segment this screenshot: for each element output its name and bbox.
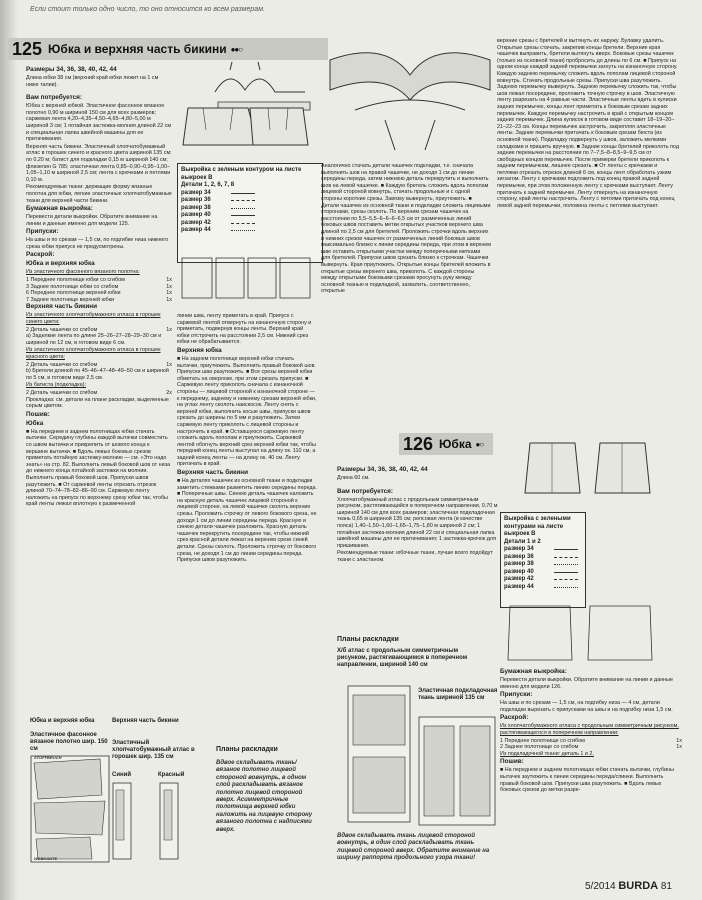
layout-fabric-bikini: Эластичный хлопчатобумажный атлас в горошек шир. 135 см xyxy=(112,740,195,760)
model-125-number: 125 xyxy=(12,38,43,59)
sewing-text-1: ■ На переднем и заднем полотнищах юбки стачать вытачки. Середину глубины каждой вытачки совместить со швом вытачки и прикрепить от шового конца к вершине вытачки. ■ Вдоль левых боковых срезов приметать потайную застежку-молнию — см. «Это надо знать» на стр. 82. Выполнить левый боковой шов от низа до нижнего конца потайной застежки на молнии. Выполнить правый боковой шов. Припуски швов разутюжить. ■ От саржевой ленты отрезать отрезок длиной 70–74–78–82–86–90 см. Саржевую ленту наложить на припуск по верхнему срезу юбки так, чтобы край ленты лежал вплотную к размеченной xyxy=(26,428,171,508)
need-heading-126: Вам потребуется: xyxy=(337,487,394,495)
twisted-cup-illustration xyxy=(325,20,495,160)
model-126-column-2 xyxy=(500,668,682,868)
size-legend-row: размер 36 xyxy=(504,554,582,562)
difficulty-dots-icon: ●●○ xyxy=(230,44,243,54)
model-125-title-bar xyxy=(8,38,328,60)
skirt-126-sketch xyxy=(500,438,680,498)
size-legend-row: размер 44 xyxy=(181,227,319,235)
model-125-column-1 xyxy=(26,66,172,716)
layout-note-126: Вдвое складывать ткань лицевой стороной вовнутрь, в один слой раскладывать ткань лицевой стороной вверх. Обратите внимание на ширину раппорта продольного узора ткани! xyxy=(337,833,490,862)
model-125-length: Длина юбки 38 см (верхний край юбки лежит на 1 см ниже талии). xyxy=(26,75,159,88)
cut-item: 2 Деталь чашечки со сгибом 1x xyxy=(26,326,172,333)
need-skirt-text: Юбка с верхней юбкой. Эластичное фасонное вязаное полотно 0,90 м шириной 150 см для всех размеров; саржевая лента 4,20–4,35–4,50–4,65–4,80–5,00 м шириной 3 см; 1 потайная застежка-молния длиной 22 см и специальная лапка швейной машины для ее притачивания. xyxy=(26,103,172,143)
page-footer xyxy=(585,880,672,892)
pattern-box-126 xyxy=(500,512,586,608)
skirt-sketch xyxy=(178,100,318,160)
pattern-box-title: Выкройка с зеленым контуром на листе выкроек В xyxy=(181,167,302,181)
model-125-column-2 xyxy=(177,313,317,711)
size-legend-row: размер 38 xyxy=(504,561,582,569)
size-legend-row: размер 44 xyxy=(504,584,582,592)
model-125-sizes: Размеры 34, 36, 38, 40, 42, 44 xyxy=(26,66,117,73)
lining-fabric: Из батиста (подкладка): xyxy=(26,382,86,389)
bikini-blue-fabric: Из эластичного хлопчатобумажного атласа в горошек синего цвета: xyxy=(26,312,161,326)
allowance-text-126: На швы и по срезам — 1,5 см, на подгибку низа — 4 см, детали подкладки вырезать с припусками на швы и на подгибку низа 1,5 см. xyxy=(500,700,673,713)
fabric-rec-126: Рекомендуемые ткани: юбочные ткани, лучше всего подойдут ткани с эластаном. xyxy=(337,550,493,563)
bikini-layout-plan xyxy=(112,782,212,862)
size-legend-row: размер 42 xyxy=(504,576,582,584)
cutting-heading: Раскрой: xyxy=(26,251,55,259)
size-note: Если стоит только одно число, то оно относится ко всем размерам. xyxy=(30,6,265,13)
model-126-sizes: Размеры 34, 36, 38, 40, 42, 44 xyxy=(337,466,428,473)
size-legend-row: размер 40 xyxy=(181,212,319,220)
bikini-sewing-heading: Верхняя часть бикини xyxy=(177,469,249,477)
size-legend-row: размер 36 xyxy=(181,197,319,205)
lining-126-layout-plan xyxy=(418,716,496,828)
cut-item: b) Бретели длиной по 45–46–47–48–49–50 см и шириной по 5 см, в готовом виде 2,5 см. xyxy=(26,368,169,381)
layout-lining-126: Эластичная подкладочная ткань шириной 135 см xyxy=(418,688,498,701)
cut-item: a) Заделкие лента по длине 25–26–27–28–29–30 см и шириной по 12 см, в готовом виде 6 см. xyxy=(26,333,162,346)
cut-item: 7 Заднее полотнище верхней юбки 1x xyxy=(26,296,172,303)
allowance-heading-126: Припуски: xyxy=(500,691,533,699)
pattern-box-parts: Детали 1 и 2 xyxy=(504,538,541,545)
cutting-intro-126: Из хлопчатобумажного атласа с продольным симметричным рисунком, растягивающегося в поперечном направлении: xyxy=(500,723,679,736)
sewing-text-2c: ■ На деталях чашечек из основной ткани и подкладки заметить стежками разметить линию середины переда. ■ Поперечные швы. Синюю деталь чашечек наложить на красную деталь чашечек лицевой стороной к лицевой стороне, на левой чашечке сколоть верхние срезы. Проложить строчку от левого бокового среза, не доходя 1 см до линии середины переда. Красную и синюю детали чашечек разложить. Красную деталь чашечек перекрутить посередине так, чтобы нижний срез красной детали лежал на верхнем срезе синей детали. Срезы сколоть. Проложить строчку от бокового среза, не доходя 1 см до линии середины переда. Припуски швов разутюжить. xyxy=(177,478,317,564)
pattern-box-title: Выкройка с зелеными контурами на листе выкроек В xyxy=(504,516,571,537)
cut-item: 1 Переднее полотнище юбки со сгибом 1x xyxy=(26,277,172,284)
sewing-heading: Пошив: xyxy=(26,410,50,418)
pattern-pieces-126 xyxy=(500,604,680,662)
fabric-recommendation: Рекомендуемые ткани: держащие форму вязаные полотна для юбки, легкие эластичные хлопчатобумажные ткани для верхней части бикини. xyxy=(26,184,172,204)
cutting-intro: Из эластичного фасонного вязаного полотна: xyxy=(26,269,140,276)
size-legend-row: размер 34 xyxy=(181,190,319,198)
bikini-cutting-heading: Верхняя часть бикини xyxy=(26,303,98,311)
allowance-heading: Припуски: xyxy=(26,228,59,236)
brand-name: BURDA xyxy=(618,880,659,892)
paper-pattern-heading: Бумажная выкройка: xyxy=(26,205,93,213)
plans-heading-125: Планы раскладки xyxy=(216,746,278,753)
sewing-text-3: Аналогично стачать детали чашечек подкладки, т.е. сначала выполнить шов на правой чашечке, не доходя 1 см до линии середины переда, затем нижнюю деталь перекрутить и выполнить шов на левой чашечке. ■ Каждую бретель сложить вдоль пополам лицевой стороной вовнутрь, стачать продольные и с одной стороны короткие срезы. Завязку вывернуть, приутюжить. ■ Детали чашечек из основной ткани и подкладки сложить лицевыми сторонами, срезы сколоть. По верхним срезам чашечек на расстоянии по 5,5–5,5–6–6–6–6,5 см от размеченных линий боковых швов поставить метки открытых участков верхнего шва длиной по 2,5 см для бретелей. Проложить строчки вдоль верхних и нижних срезов чашечек от размеченных линий боковых швов максимально близко к линии середины переда, при этом в верхнем шве оставить открытыми участки между поперечными метками для бретелей. Припуски швов срезать близко к строчкам. Чашечки вывернуть. Края приутюжить. Открытые концы бретелей вложить в открытые срезы верхнего шва, приколоть. С каждой стороны между открытыми боковыми срезами просунуть руку между основной тканью и подкладкой, захватить, соответственно, открытые xyxy=(321,163,491,295)
model-126-length: Длина 60 см. xyxy=(337,475,370,481)
top-skirt-heading: Верхняя юбка xyxy=(177,346,222,354)
pattern-box-125 xyxy=(177,163,323,263)
pattern-box-parts: Детали 1, 2, 6, 7, 8 xyxy=(181,182,235,188)
model-125-column-3 xyxy=(321,163,491,425)
cut-item: 6 Переднее полотнище верхней юбки 1x xyxy=(26,290,172,297)
page-gutter-shadow xyxy=(0,0,18,900)
sewing-text-2: линии шва, ленту приметать в край. Припуск с саржевой лентой отвернуть на изнаночную сторону и приметать, подвернув концы ленты. Верхний край юбки отстрочить на расстоянии 2,5 см. Нижний срез юбки не обрабатывается. xyxy=(177,313,312,346)
sewing-text-126: ■ На переднем и заднем полотнищах юбки стачать вытачки, глубины вытачек заутюжить к линии середины переда/спинки. Выполнить правый боковой шов. Припуски шва разутюжить. ■ Вдоль левых боковых срезов до метки разре- xyxy=(500,767,674,794)
skirt-layout-plan xyxy=(30,755,110,865)
model-126-title: Юбка xyxy=(439,437,472,451)
model-126-column-1 xyxy=(337,466,499,628)
pattern-pieces-125 xyxy=(180,256,315,306)
size-legend-row: размер 34 xyxy=(504,546,582,554)
skirt-126-layout-plan xyxy=(347,685,412,825)
layout-fabric-skirt: Эластичное фасонное вязаное полотно шир. 150 см xyxy=(30,732,108,752)
page-number: 81 xyxy=(660,881,672,892)
size-legend-row: размер 40 xyxy=(504,569,582,577)
webkante-label: WEBKANTE xyxy=(34,856,58,861)
need-bikini-text: Верхняя часть бикини. Эластичный хлопчатобумажный атлас в горошек синего и красного цвета шириной 135 см: по 0,20 м; батист для подкладки 0,15 м шириной 140 см; флизелин G 785; эластичная лента 0,85–0,90–0,95–1,00–1,05–1,10 м шириной 2,5 см; лента с крючками и петлями 0,10 м. xyxy=(26,143,172,183)
cut-item: 2 Заднее полотнище со сгибом 1x xyxy=(500,744,682,751)
cutting-subheading: Юбка и верхняя юбка xyxy=(26,260,95,268)
plans-note-125: Вдвое складывать ткань/вязаное полотно лицевой стороной вовнутрь, в одном слой раскладывать вязаное полотно лицевой стороной вверх. Асимметричные полотнища верхней юбки наложить на лицевую сторону вязаного полотна с надписями вверх. xyxy=(216,760,313,833)
paper-heading-126: Бумажная выкройка: xyxy=(500,668,567,675)
stoffbruch-label: STOFFBRUCH xyxy=(34,755,62,760)
plans-heading-126: Планы раскладки xyxy=(337,636,399,643)
size-legend-row: размер 42 xyxy=(181,220,319,228)
color-red-label: Красный xyxy=(158,772,185,778)
cut-item: 1 Переднее полотнище со сгибом 1x xyxy=(500,737,682,744)
sewing-text-4: верхние срезы с бретелей и вытянуть их наружу. Булавку удалить. Открытые срезы стачать, закрепив концы бретели. Верхние края чашечек выправить, бретели вытянуть вверх. Боковые срезы чашечек (только из основной ткани) пробросить до длины по 6 см. ■ Припуск на одном конце каждой задней перемычки загнуть на изнаночную сторону. Каждую заднюю перемычку сложить вдоль пополам лицевой стороной вовнутрь. Стачать продольные срезы. Припуски шва разутюжить. Заднюю перемычку вывернуть. Заднюю перемычку сложить так, чтобы шов лежал посередине, проложить точную строчку в шов. Эластичную ленту разрезать на 4 равные части. Эластичные ленты вдеть в кулиски задних перемычек, концы лент приметать к боковым срезам задних перемычек. Каждую перемычку настрочить в край с открытым концом задних перемычек. Длина кулисок в готовом виде составит 18–19–20–21–22–23 см. Концы перемычек застрочить, закрепляя эластичные ленты. Задние перемычки притачать к боковым срезам бюста (из основной ткани). Подкладку подвернуть у швов, заложить мелкими складками и пришить вручную. ■ Задние концы бретелей приколоть под задние перемычки на расстоянии по 7–7,5–8–8,5–9–9,5 см от свободных концов перемычек. После примерки бретели приколоть к задним перемычкам, лишнее срезать. ■ От ленты с крючками и петлями отрезать отрезок длиной 6 см, концы лент обработать узким зигзагом. Ленту с крючками подложить под конец правой задней перемычки, при этом положенную ленту с крючками выступает. Ленту притачать к задней перемычке. Ленту отвернуть на изнаночную сторону, край ленты настрочить. Ленту с петлями притачать под конец левой задней перемычки, половина ленты с петлями выступает. xyxy=(497,38,679,209)
layout-heading-bikini: Верхняя часть бикини xyxy=(112,718,179,724)
paper-text-126: Перевести детали выкройки. Обратите внимание на линии и данные именно для модели 126. xyxy=(500,677,674,690)
lining-text: Прокладка: см. детали на плане раскладки, выделенные серым цветом. xyxy=(26,396,169,410)
model-126-number: 126 xyxy=(403,433,434,454)
allowance-text: На швы и по срезам — 1,5 см, по подгибке низа нижнего среза юбки припуск не предусмотрены. xyxy=(26,237,169,250)
cut-item: 2 Деталь чашечки со сгибом 2x xyxy=(26,389,172,396)
need-heading: Вам потребуется: xyxy=(26,94,83,102)
issue-number: 5/2014 xyxy=(584,881,616,892)
bikini-red-fabric: Из эластичного хлопчатобумажного атласа в горошек красного цвета: xyxy=(26,347,161,360)
model-126-title-bar xyxy=(399,433,493,455)
lining-line-126: Из подкладочной ткани: деталь 1 и 2. xyxy=(500,750,594,757)
paper-pattern-text: Перевести детали выкройки. Обратите внимание на линии и данные именно для модели 125. xyxy=(26,214,158,227)
model-125-column-4 xyxy=(497,38,679,433)
color-blue-label: Синий xyxy=(112,772,132,778)
layout-heading-skirt: Юбка и верхняя юбка xyxy=(30,718,95,724)
cut-item: 2 Деталь чашечки со сгибом 1x xyxy=(26,361,172,368)
sewing-heading-126: Пошив: xyxy=(500,758,524,766)
sewing-subheading: Юбка xyxy=(26,419,44,427)
layout-fabric-126: Х/б атлас с продольным симметричным рисунком, растягивающимся в поперечном направлении, шириной 140 см xyxy=(337,648,468,668)
size-legend-row: размер 38 xyxy=(181,205,319,213)
need-text-126: Хлопчатобумажный атлас с продольным симметричным рисунком, растягивающийся в поперечном направлении, 0,70 м шириной 140 см для всех размеров; эластичная подкладочная ткань 0,65 м шириной 135 см; репсовая лента (в качестве пояса) 1,40–1,50–1,60–1,65–1,75–1,80 м шириной 2 см; 1 потайная застежка-молния длиной 22 см и специальная лапка швейной машины для ее притачивания; 1 застежка-крючок для пришивания. xyxy=(337,496,498,549)
sewing-text-2b: ■ На заднем полотнище верхней юбки стачать вытачки, приутюжить. Выполнить правый боковой шов. Припуски шва разутюжить. ■ Все срезы верхней юбки обметать на оверлоке, при этом срезать припуски. ■ Саржевую ленту приколоть сначала с изнаночной стороны — лицевой стороной к изнаночной стороне — к переднему, заднему и нижнему срезам верхней юбки, на углах ленту сколоть наискосок. Ленту снять с верхней юбки, выполнить косые швы, припуски швов срезать до ширины по 5 мм и разутюжить. Затем саржевую ленту приколоть с лицевой стороны и настрочить в край. ■ Оставшуюся саржевую ленту сложить вдоль пополам и приутюжить. Саржевой лентой обогнуть верхний срез верхней юбки так, чтобы передний конец ленты выступал на длину ок. 110 см, а задний конец ленты — на длину ок. 40 см. Ленту притачать в край. xyxy=(177,355,317,468)
cutting-heading-126: Раскрой: xyxy=(500,714,529,722)
difficulty-dots-icon: ●○ xyxy=(475,439,484,449)
cut-item: 3 Заднее полотнище юбки со сгибом 1x xyxy=(26,283,172,290)
model-125-title: Юбка и верхняя часть бикини xyxy=(48,42,227,56)
